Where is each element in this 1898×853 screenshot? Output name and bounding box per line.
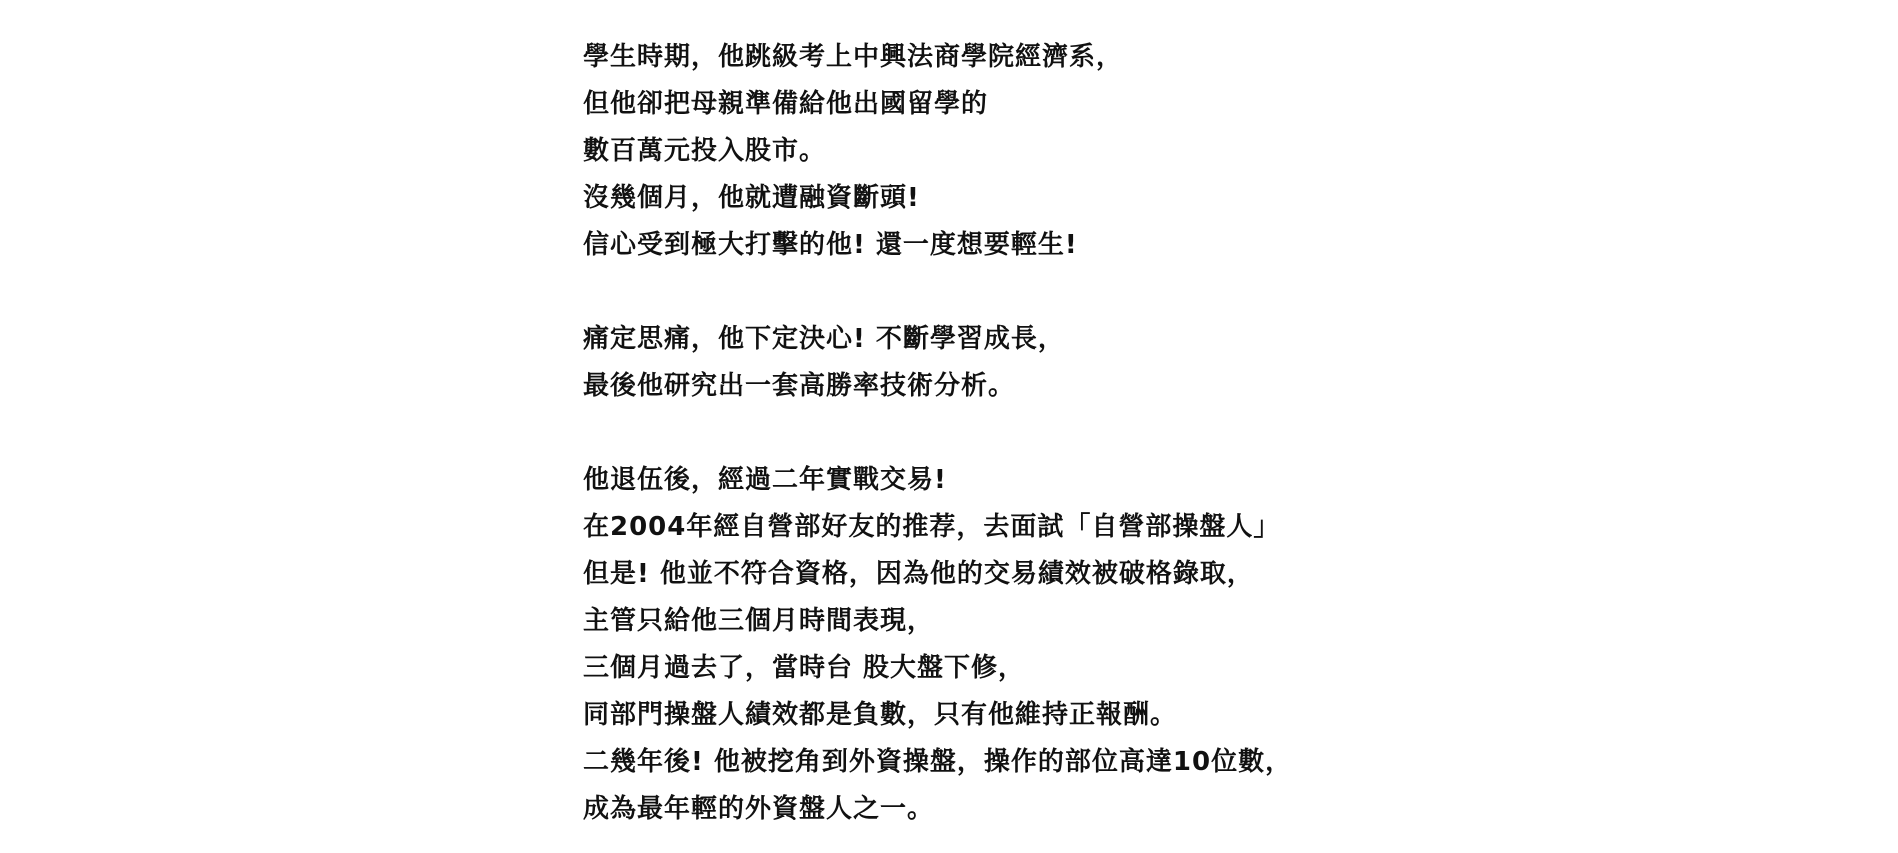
- text-line: 二幾年後! 他被挖角到外資操盤，操作的部位高達10位數，: [583, 747, 1293, 777]
- text-line: 但他卻把母親準備給他出國留學的: [583, 89, 989, 119]
- article-body: [583, 34, 1483, 833]
- text-line: 但是! 他並不符合資格，因為他的交易績效被破格錄取，: [583, 559, 1254, 589]
- text-line: 信心受到極大打擊的他! 還一度想要輕生!: [583, 230, 1078, 260]
- text-line: 他退伍後，經過二年實戰交易!: [583, 465, 947, 495]
- paragraph-early-life: [583, 34, 1483, 269]
- text-line: 成為最年輕的外資盤人之一。: [583, 794, 935, 824]
- paragraph-career: [583, 457, 1483, 833]
- text-line: 三個月過去了，當時台 股大盤下修，: [583, 653, 1026, 683]
- text-line: 最後他研究出一套高勝率技術分析。: [583, 371, 1016, 401]
- text-line: 數百萬元投入股市。: [583, 136, 827, 166]
- paragraph-determination: [583, 316, 1483, 410]
- text-line: 學生時期，他跳級考上中興法商學院經濟系，: [583, 42, 1124, 72]
- text-line: 主管只給他三個月時間表現，: [583, 606, 935, 636]
- text-line: 同部門操盤人績效都是負數，只有他維持正報酬。: [583, 700, 1178, 730]
- text-line: 沒幾個月，他就遭融資斷頭!: [583, 183, 920, 213]
- text-line: 在2004年經自營部好友的推荐，去面試「自營部操盤人」: [583, 512, 1281, 542]
- text-line: 痛定思痛，他下定決心! 不斷學習成長，: [583, 324, 1065, 354]
